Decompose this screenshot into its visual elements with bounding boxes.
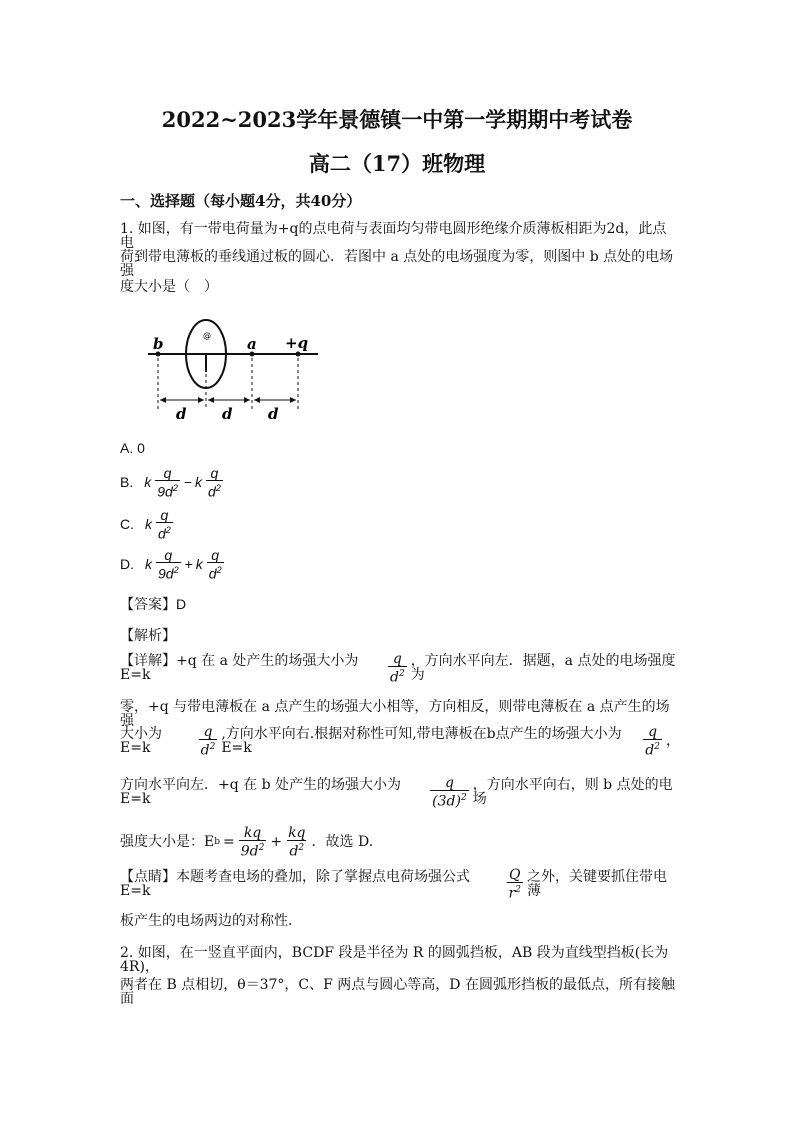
exponent: 2 (172, 483, 178, 493)
denominator (199, 739, 218, 758)
den-text: 9d (158, 565, 174, 582)
detail-text: 强度大小是：E (120, 834, 215, 851)
k-symbol: k (144, 474, 152, 491)
detail-line-5 (120, 826, 680, 859)
denominator (156, 522, 173, 541)
denominator (287, 840, 306, 859)
label-d3: d (268, 405, 279, 423)
fraction (239, 826, 267, 859)
k-symbol: k (195, 556, 203, 573)
page-subtitle: 高二（17）班物理 (308, 151, 486, 176)
fraction (156, 548, 181, 581)
label-d1: d (176, 405, 187, 423)
option-b (120, 466, 224, 499)
denominator (207, 562, 224, 581)
detail-line-4 (120, 776, 680, 809)
arrow (198, 397, 204, 403)
detail-line-3 (120, 725, 680, 758)
q2-line-1: 2. 如图，在一竖直平面内，BCDF 段是半径为 R 的圆弧挡板，AB 段为直线型挡板(长为 4R)， (120, 945, 669, 975)
denominator (643, 739, 662, 758)
subscript: b (214, 837, 220, 848)
numerator: q (210, 465, 219, 481)
option-d-label: D. (120, 556, 134, 573)
fraction (206, 466, 223, 499)
exponent: 2 (209, 742, 216, 752)
arrow (290, 397, 296, 403)
arrow (244, 397, 250, 403)
numerator: q (203, 724, 213, 740)
option-d (120, 548, 225, 581)
exponent: 2 (298, 843, 305, 853)
answer-line: 【答案】D (120, 596, 187, 612)
numerator: kq (243, 825, 262, 841)
denominator (206, 480, 223, 499)
den-text: d (208, 483, 216, 500)
plus-sign: + (270, 834, 283, 851)
numerator: kq (288, 825, 306, 841)
section-heading: 一、选择题（每小题4分，共40分） (120, 192, 362, 210)
exponent: 2 (515, 885, 521, 895)
den-text: d (158, 525, 166, 542)
exponent: 2 (215, 483, 221, 493)
point-text: 【点睛】本题考查电场的叠加，除了掌握点电荷场强公式 E=k (120, 869, 470, 900)
label-d2: d (222, 405, 233, 423)
numerator: q (392, 651, 402, 667)
fraction (155, 466, 180, 499)
den-text: d (645, 742, 655, 759)
den-text: d (289, 843, 299, 860)
k-symbol: k (195, 474, 203, 491)
den-text: d (389, 669, 399, 686)
detail-text: 方向水平向左．+q 在 b 处产生的场强大小为 E=k (120, 777, 402, 808)
exponent: 2 (460, 793, 467, 803)
denominator (239, 840, 267, 859)
detail-text: ．故选 D. (311, 834, 374, 851)
equals-sign: = (223, 834, 235, 851)
arrow (160, 397, 166, 403)
k-symbol: k (145, 556, 152, 573)
den-text: d (208, 565, 217, 582)
analysis-heading: 【解析】 (120, 627, 176, 643)
fraction (507, 868, 523, 901)
detail-line-2: 零，+q 与带电薄板在 a 点产生的场强大小相等，方向相反，则带电薄板在 a 点产生的场强 (120, 699, 670, 729)
numerator: q (164, 547, 173, 563)
exponent: 2 (398, 669, 405, 679)
exponent: 2 (165, 525, 171, 535)
denominator (156, 562, 181, 581)
numerator: q (160, 507, 169, 523)
fraction (207, 548, 224, 581)
fraction (388, 652, 407, 685)
fraction (286, 826, 307, 859)
q1-figure (140, 318, 330, 428)
label-b: b (153, 335, 164, 353)
point-charge (296, 352, 301, 357)
denominator (388, 666, 407, 685)
fraction (430, 776, 469, 809)
den-text: 9d (240, 843, 259, 860)
detail-text: ， (666, 733, 680, 750)
q1-line-1: 1. 如图，有一带电荷量为+q的点电荷与表面均匀带电圆形绝缘介质薄板相距为2d，此点电 (120, 221, 667, 251)
label-center: @ (203, 331, 211, 340)
point-line-1 (120, 868, 680, 901)
numerator: q (444, 775, 454, 791)
q1-line-3: 度大小是（ ） (120, 279, 218, 295)
option-c-label: C. (120, 516, 134, 533)
k-symbol: k (145, 516, 152, 533)
detail-text: ，方向水平向右，则 b 点处的电场 (472, 777, 673, 808)
detail-text: ，方向水平向左．据题，a 点处的电场强度为 (410, 653, 676, 684)
q1-line-2: 荷到带电薄板的垂线通过板的圆心．若图中 a 点处的电场强度为零，则图中 b 点处的电场强 (120, 249, 674, 279)
fraction (643, 725, 662, 758)
detail-text: 【详解】+q 在 a 处产生的场强大小为 E=k (120, 653, 359, 684)
denominator (507, 882, 523, 901)
denominator (155, 480, 180, 499)
numerator: q (211, 547, 220, 563)
exponent: 2 (216, 565, 222, 575)
den-text: d (200, 742, 210, 759)
label-q: +q (285, 334, 309, 352)
fraction (156, 508, 173, 541)
exponent: 2 (173, 565, 179, 575)
minus-sign: − (183, 474, 193, 491)
arrow (254, 397, 260, 403)
plus-sign: + (184, 556, 193, 573)
option-b-label: B. (120, 474, 134, 491)
page-title: 2022~2023学年景德镇一中第一学期期中考试卷 (161, 107, 633, 132)
q2-line-2: 两者在 B 点相切，θ＝37°，C、F 两点与圆心等高，D 在圆弧形挡板的最低点，所有接触面 (120, 977, 675, 1007)
option-a: A. 0 (120, 440, 145, 456)
den-text: r (508, 885, 516, 902)
detail-text: 大小为 E=k (120, 726, 162, 757)
fraction (199, 725, 218, 758)
point-line-2: 板产生的电场两边的对称性． (120, 913, 302, 929)
numerator: Q (508, 867, 521, 883)
detail-text: ,方向水平向右.根据对称性可知,带电薄板在b点产生的场强大小为E=k (221, 726, 622, 757)
numerator: q (648, 724, 658, 740)
label-a: a (247, 335, 257, 353)
den-text: 9d (157, 483, 173, 500)
den-text: (3d) (432, 793, 461, 810)
detail-line-1 (120, 652, 680, 685)
point-text: 之外，关键要抓住带电薄 (526, 869, 667, 900)
arrow (208, 397, 214, 403)
numerator: q (163, 465, 172, 481)
exponent: 2 (654, 742, 660, 752)
denominator (430, 790, 469, 809)
exponent: 2 (258, 843, 265, 853)
option-c (120, 508, 174, 541)
